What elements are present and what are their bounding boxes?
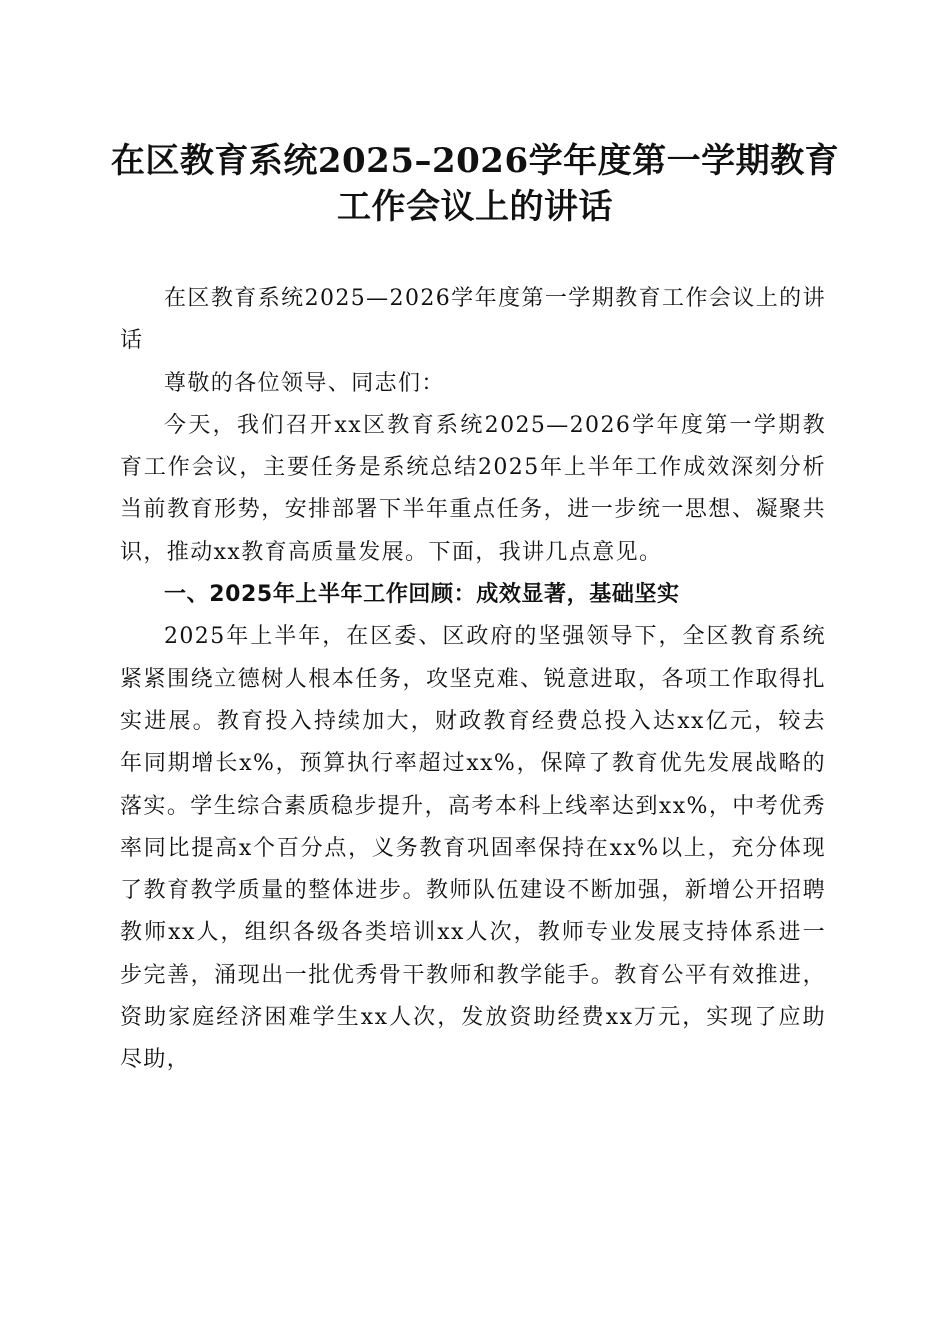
- document-body: [120, 278, 826, 1082]
- document-title-line-1: 在区教育系统2025–2026学年度第一学期教育: [110, 141, 840, 181]
- subtitle-paragraph: 在区教育系统2025—2026学年度第一学期教育工作会议上的讲话: [120, 286, 826, 354]
- salutation-paragraph: 尊敬的各位领导、同志们：: [164, 370, 445, 396]
- document-title: [100, 138, 850, 230]
- opening-paragraph: 今天，我们召开xx区教育系统2025—2026学年度第一学期教育工作会议，主要任务是系统总结2025年上半年工作成效深刻分析当前教育形势，安排部署下半年重点任务，进一步统一思想、凝聚共识，推动xx教育高质量发展。下面，我讲几点意见。: [120, 412, 826, 565]
- section-heading-1: 一、2025年上半年工作回顾：成效显著，基础坚实: [164, 582, 680, 608]
- document-title-line-2: 工作会议上的讲话: [337, 187, 613, 227]
- section-1-paragraph: 2025年上半年，在区委、区政府的坚强领导下，全区教育系统紧紧围绕立德树人根本任务，攻坚克难、锐意进取，各项工作取得扎实进展。教育投入持续加大，财政教育经费总投入达xx亿元，较去年同期增长x%，预算执行率超过xx%，保障了教育优先发展战略的落实。学生综合素质稳步提升，高考本科上线率达到xx%，中考优秀率同比提高x个百分点，义务教育巩固率保持在xx%以上，充分体现了教育教学质量的整体进步。教师队伍建设不断加强，新增公开招聘教师xx人，组织各级各类培训xx人次，教师专业发展支持体系进一步完善，涌现出一批优秀骨干教师和教学能手。教育公平有效推进，资助家庭经济困难学生xx人次，发放资助经费xx万元，实现了应助尽助，: [120, 624, 826, 1073]
